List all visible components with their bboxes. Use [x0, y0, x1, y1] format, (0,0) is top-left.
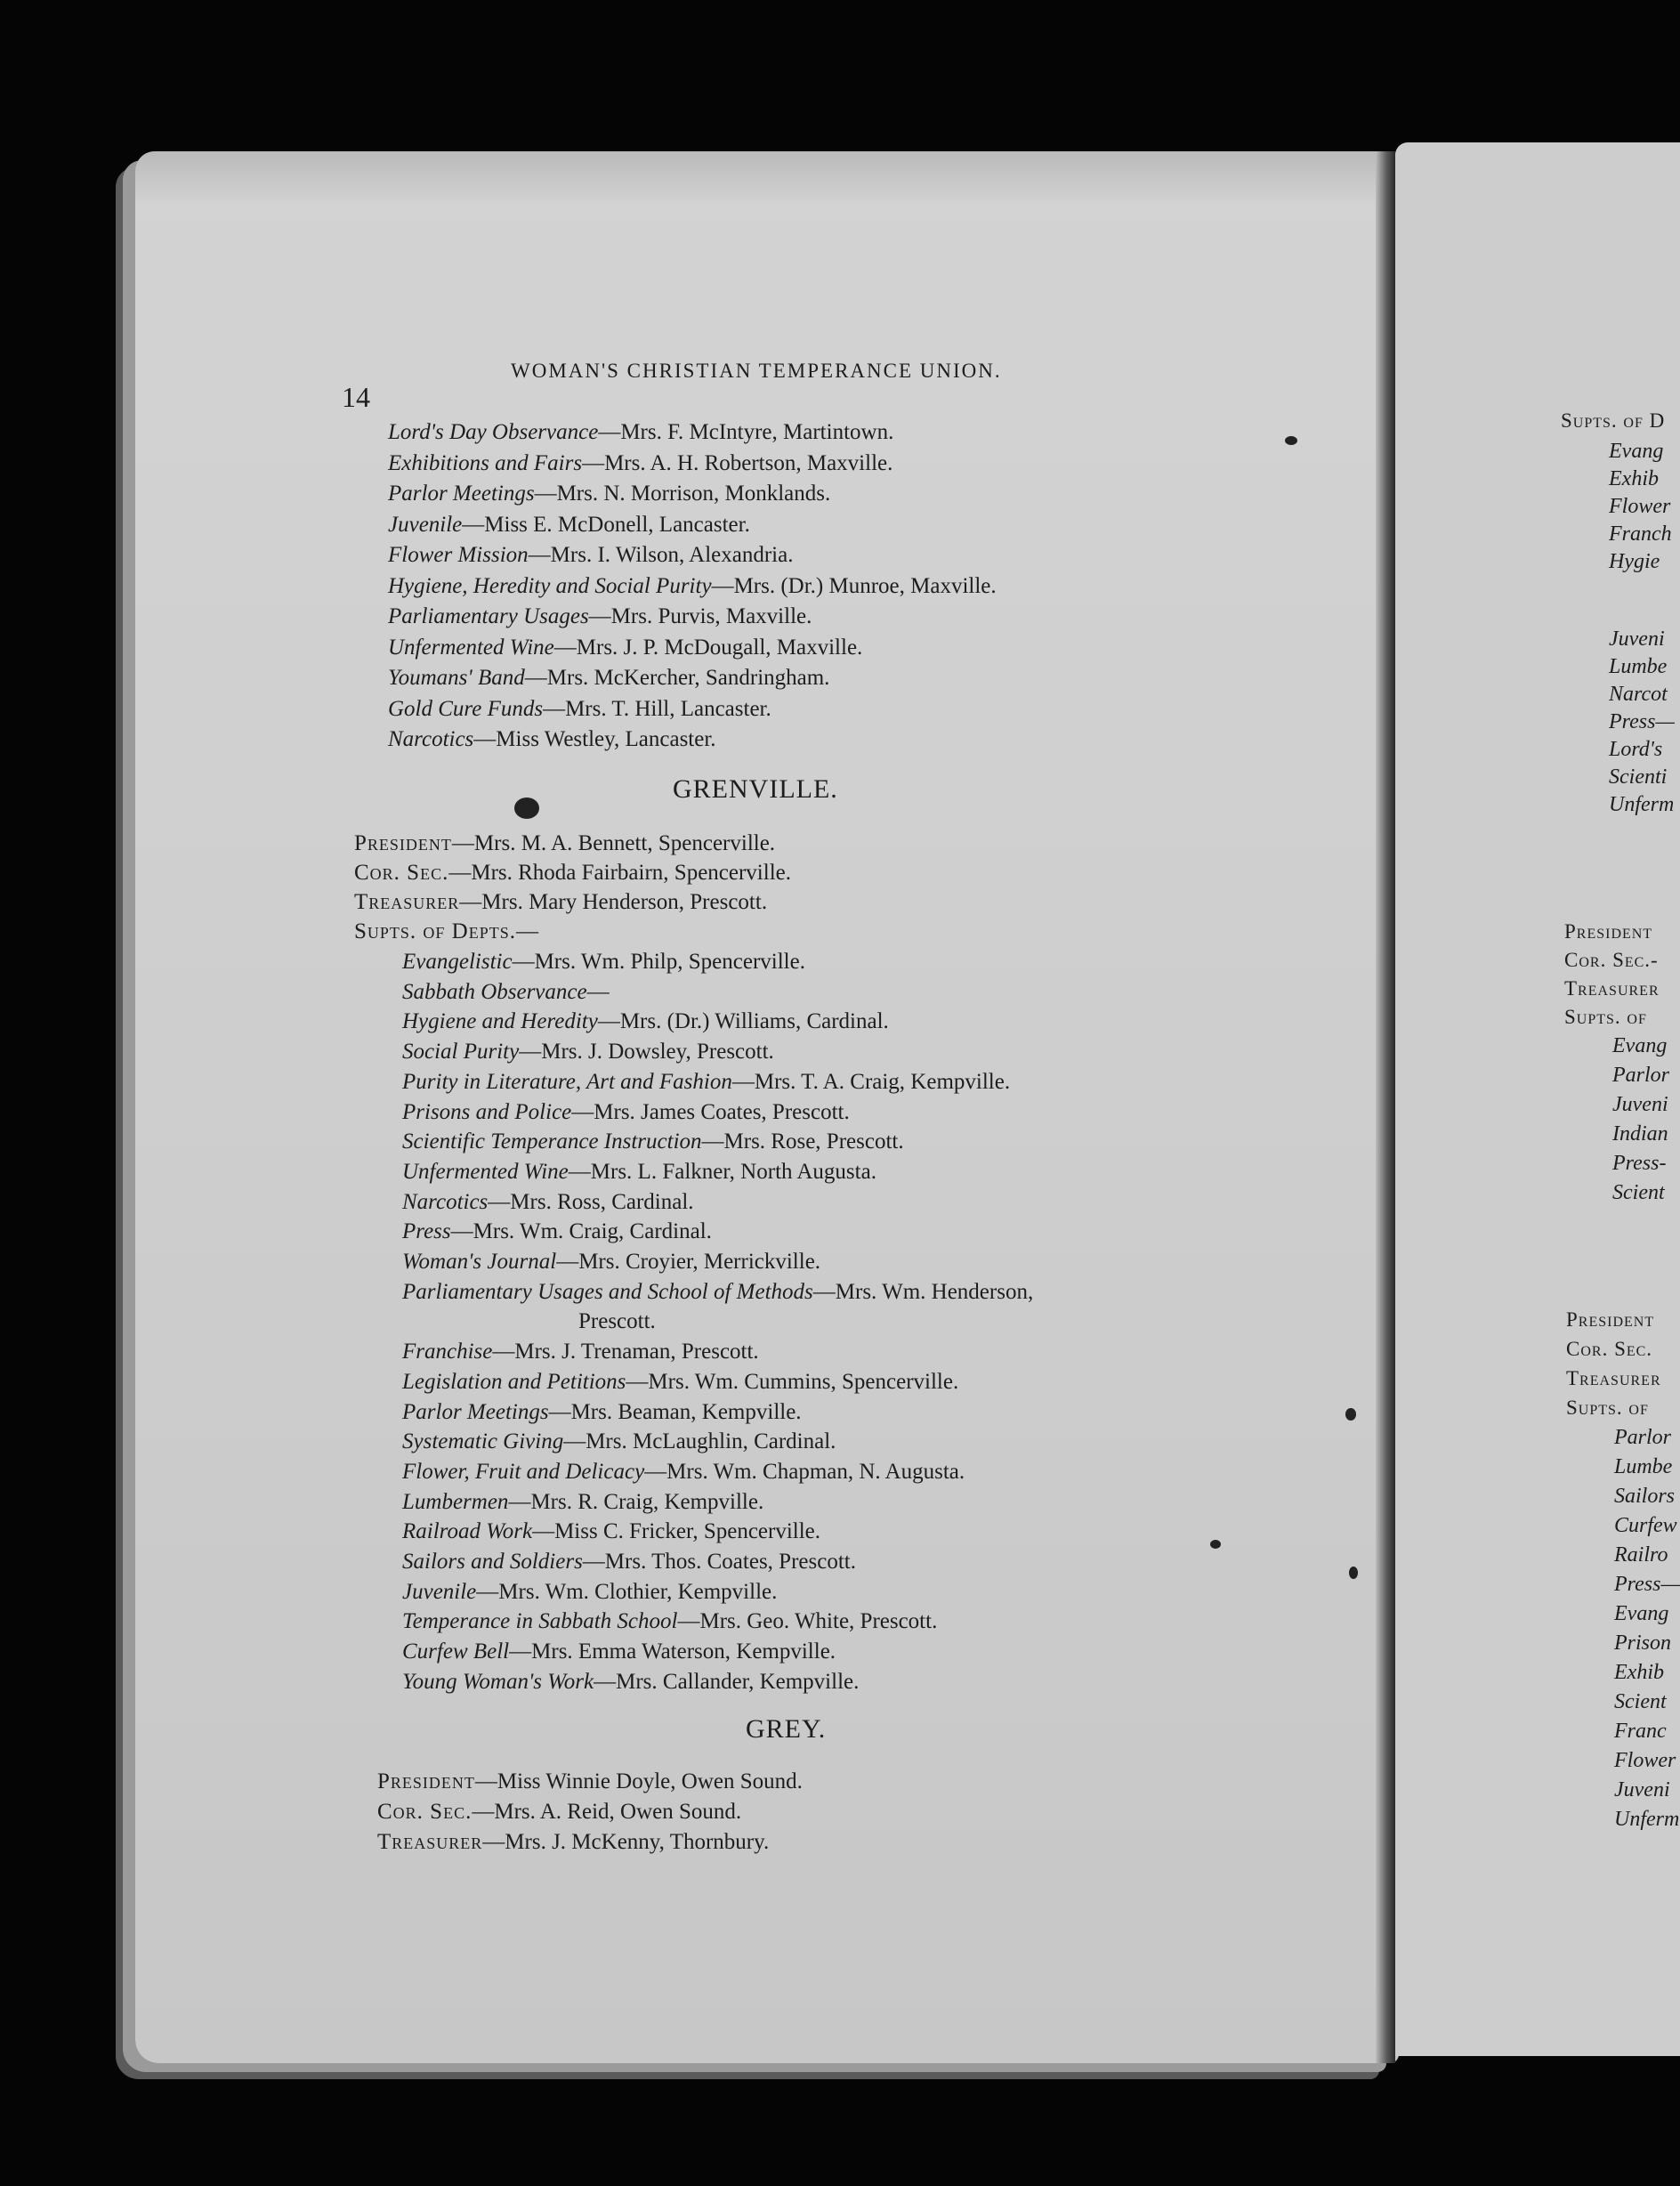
department-name: Unfermented Wine — [402, 1159, 569, 1184]
page-number: 14 — [342, 381, 370, 413]
superintendent-name: —Mrs. R. Craig, Kempville. — [508, 1489, 764, 1514]
right-fragment: Railro — [1614, 1543, 1668, 1567]
right-fragment: Press— — [1609, 710, 1675, 733]
county-title: GREY. — [746, 1714, 827, 1744]
superintendent-entry — [388, 451, 892, 476]
ink-blot — [1210, 1540, 1221, 1549]
department-name: Prisons and Police — [402, 1099, 572, 1124]
right-fragment: Supts. of D — [1561, 409, 1666, 432]
right-fragment: Evang — [1609, 440, 1664, 463]
superintendent-entry — [388, 543, 793, 568]
department-name: Temperance in Sabbath School — [402, 1609, 678, 1634]
right-fragment: Evang — [1612, 1034, 1668, 1057]
right-fragment: Treasurer — [1566, 1367, 1661, 1389]
officer-role: President — [377, 1769, 475, 1793]
right-fragment: Curfew — [1614, 1514, 1677, 1537]
right-fragment: President — [1566, 1308, 1655, 1331]
right-fragment: Flower — [1614, 1749, 1676, 1772]
officer-name: —Mrs. Rhoda Fairbairn, Spencerville. — [448, 861, 791, 885]
superintendent-entry — [388, 604, 812, 629]
department-name: Lord's Day Observance — [388, 420, 599, 444]
superintendent-name: —Miss Westley, Lancaster. — [473, 727, 716, 751]
officer-name: —Mrs. Mary Henderson, Prescott. — [459, 890, 768, 914]
right-fragment: Unferm — [1609, 793, 1675, 816]
ink-blot — [514, 797, 539, 819]
officer-role: President — [354, 831, 452, 855]
right-fragment: Juveni — [1614, 1778, 1670, 1801]
department-name: Social Purity — [402, 1040, 520, 1065]
superintendent-entry — [402, 1550, 856, 1575]
superintendent-entry — [388, 574, 997, 599]
officer-role: Treasurer — [354, 890, 460, 914]
right-fragment: Juveni — [1612, 1093, 1668, 1116]
superintendent-entry — [578, 1309, 656, 1334]
department-name: Woman's Journal — [402, 1250, 557, 1274]
superintendent-entry — [402, 1670, 859, 1695]
superintendent-entry — [388, 727, 716, 752]
superintendent-name: —Mrs. Wm. Clothier, Kempville. — [476, 1579, 778, 1604]
right-fragment: President — [1564, 920, 1653, 943]
right-fragment: Lord's — [1609, 738, 1663, 761]
superintendent-name: —Mrs. A. H. Robertson, Maxville. — [582, 450, 893, 475]
officer-entry — [377, 1830, 769, 1855]
right-fragment: Prison — [1614, 1631, 1672, 1655]
department-name: Railroad Work — [402, 1519, 533, 1544]
department-name: Franchise — [402, 1340, 493, 1364]
right-fragment: Franc — [1614, 1720, 1667, 1743]
right-page — [1395, 142, 1680, 2056]
superintendent-name: —Mrs. L. Falkner, North Augusta. — [568, 1159, 876, 1184]
superintendent-entry — [402, 1040, 774, 1065]
superintendent-entry — [402, 1250, 820, 1275]
superintendent-entry — [402, 1490, 763, 1515]
department-name: Gold Cure Funds — [388, 696, 544, 721]
department-name: Narcotics — [402, 1189, 489, 1214]
right-fragment: Scienti — [1609, 765, 1668, 789]
superintendent-name: — — [586, 979, 610, 1004]
right-fragment: Scient — [1612, 1181, 1665, 1204]
department-name: Narcotics — [388, 727, 474, 751]
superintendent-name: —Mrs. I. Wilson, Alexandria. — [528, 543, 794, 567]
superintendent-entry — [388, 666, 829, 691]
superintendent-name: —Miss C. Fricker, Spencerville. — [532, 1519, 821, 1544]
department-name: Sabbath Observance — [402, 979, 587, 1004]
superintendent-entry — [388, 482, 830, 506]
superintendent-name: —Mrs. Callander, Kempville. — [594, 1669, 860, 1694]
county-title: GRENVILLE. — [673, 774, 838, 804]
superintendent-entry — [402, 1640, 836, 1664]
right-fragment: Unferm — [1614, 1808, 1680, 1831]
superintendent-entry — [402, 1280, 1033, 1305]
superintendent-entry — [402, 1400, 802, 1425]
superintendent-entry — [402, 1070, 1010, 1095]
book-gutter — [1376, 151, 1395, 2063]
superintendent-name: —Mrs. J. P. McDougall, Maxville. — [553, 635, 863, 660]
department-name: Juvenile — [388, 512, 463, 537]
superintendent-name: —Mrs. Croyier, Merrickville. — [556, 1250, 821, 1274]
superintendent-name: —Mrs. Geo. White, Prescott. — [677, 1609, 938, 1634]
right-fragment: Press- — [1612, 1152, 1667, 1175]
running-header: WOMAN'S CHRISTIAN TEMPERANCE UNION. — [511, 360, 1002, 382]
officer-entry — [354, 831, 775, 856]
superintendent-entry — [388, 636, 862, 660]
superintendent-name: —Mrs. Wm. Cummins, Spencerville. — [626, 1369, 959, 1394]
department-name: Flower, Fruit and Delicacy — [402, 1459, 645, 1484]
ink-blot — [1345, 1408, 1356, 1421]
superintendent-name: —Mrs. (Dr.) Williams, Cardinal. — [597, 1009, 889, 1034]
department-name: Legislation and Petitions — [402, 1369, 626, 1394]
department-name: Parlor Meetings — [402, 1399, 549, 1424]
right-fragment: Flower — [1609, 495, 1671, 518]
department-name: Parliamentary Usages — [388, 604, 589, 628]
superintendent-entry — [402, 1190, 694, 1215]
superintendent-name: —Mrs. J. Trenaman, Prescott. — [492, 1340, 759, 1364]
right-fragment: Treasurer — [1564, 977, 1660, 1000]
department-name: Press — [402, 1219, 451, 1244]
supts-label: Supts. of Depts.— — [354, 919, 539, 943]
superintendent-name: —Mrs. Thos. Coates, Prescott. — [582, 1550, 856, 1574]
department-name: Flower Mission — [388, 543, 529, 567]
right-fragment: Cor. Sec. — [1566, 1338, 1653, 1360]
superintendent-entry — [402, 1160, 876, 1185]
department-name: Youmans' Band — [388, 666, 525, 690]
right-fragment: Press— — [1614, 1573, 1680, 1596]
ink-blot — [1349, 1567, 1358, 1579]
superintendent-name: —Mrs. Rose, Prescott. — [701, 1129, 904, 1154]
right-fragment: Exhib — [1609, 467, 1659, 490]
department-name: Parlor Meetings — [388, 482, 535, 506]
superintendent-entry — [402, 1370, 958, 1395]
county-title-grenville — [673, 774, 838, 805]
superintendent-entry — [402, 1609, 937, 1634]
officer-entry — [377, 1769, 803, 1794]
department-name: Systematic Giving — [402, 1429, 564, 1454]
department-name: Parliamentary Usages and School of Methods — [402, 1279, 813, 1304]
department-name: Exhibitions and Fairs — [388, 450, 583, 475]
superintendent-name: —Mrs. McKercher, Sandringham. — [524, 666, 830, 690]
superintendent-name: —Miss E. McDonell, Lancaster. — [462, 512, 750, 537]
superintendent-name: —Mrs. T. Hill, Lancaster. — [543, 696, 771, 721]
right-fragment: Franch — [1609, 522, 1672, 546]
superintendent-name: —Mrs. Emma Waterson, Kempville. — [509, 1640, 836, 1664]
right-fragment: Scient — [1614, 1690, 1667, 1713]
superintendent-name: —Mrs. T. A. Craig, Kempville. — [731, 1069, 1011, 1094]
superintendent-name: —Mrs. Wm. Chapman, N. Augusta. — [644, 1459, 965, 1484]
ink-blot — [1285, 436, 1297, 445]
department-name: Hygiene, Heredity and Social Purity — [388, 573, 712, 598]
superintendent-name: —Mrs. (Dr.) Munroe, Maxville. — [711, 573, 997, 598]
right-fragment: Exhib — [1614, 1661, 1664, 1684]
superintendent-entry — [402, 1340, 759, 1364]
superintendent-entry — [402, 1519, 820, 1544]
department-name: Unfermented Wine — [388, 635, 554, 660]
department-name: Lumbermen — [402, 1489, 509, 1514]
superintendent-name: —Mrs. Beaman, Kempville. — [548, 1399, 802, 1424]
department-name: Juvenile — [402, 1579, 477, 1604]
officer-entry — [354, 861, 791, 886]
officer-name: —Mrs. A. Reid, Owen Sound. — [472, 1800, 742, 1824]
officer-entry — [377, 1800, 741, 1825]
officer-entry — [354, 890, 767, 915]
department-name: Evangelistic — [402, 950, 513, 974]
superintendent-entry — [388, 420, 893, 445]
superintendent-name: —Mrs. Wm. Craig, Cardinal. — [450, 1219, 712, 1244]
department-name: Young Woman's Work — [402, 1669, 594, 1694]
right-fragment: Supts. of — [1564, 1006, 1647, 1028]
right-fragment: Supts. of — [1566, 1397, 1649, 1419]
officer-role: Cor. Sec. — [377, 1800, 472, 1824]
superintendent-entry — [402, 1219, 712, 1244]
superintendent-name: —Mrs. Ross, Cardinal. — [488, 1189, 694, 1214]
right-fragment: Lumbe — [1609, 655, 1668, 678]
officer-name: —Mrs. M. A. Bennett, Spencerville. — [451, 831, 776, 855]
superintendent-entry — [402, 1429, 836, 1454]
superintendent-entry — [402, 1129, 904, 1154]
superintendent-entry — [402, 980, 610, 1005]
superintendent-entry — [402, 1009, 889, 1034]
department-name: Scientific Temperance Instruction — [402, 1129, 702, 1154]
superintendent-name: —Mrs. Wm. Henderson, — [812, 1279, 1034, 1304]
superintendent-entry — [402, 1580, 777, 1605]
superintendent-entry — [402, 1460, 965, 1485]
right-fragment: Lumbe — [1614, 1455, 1673, 1478]
supts-label — [354, 919, 539, 944]
right-fragment: Juveni — [1609, 627, 1665, 651]
right-fragment: Indian — [1612, 1122, 1668, 1146]
right-fragment: Parlor — [1614, 1426, 1672, 1449]
department-name: Sailors and Soldiers — [402, 1550, 583, 1574]
right-fragment: Narcot — [1609, 683, 1668, 706]
county-title-grey — [746, 1714, 826, 1745]
superintendent-name: —Mrs. F. McIntyre, Martintown. — [598, 420, 894, 444]
superintendent-entry — [402, 1100, 850, 1125]
superintendent-name: —Mrs. Wm. Philp, Spencerville. — [512, 950, 805, 974]
superintendent-name: —Mrs. N. Morrison, Monklands. — [534, 482, 831, 506]
department-name: Purity in Literature, Art and Fashion — [402, 1069, 732, 1094]
right-fragment: Hygie — [1609, 550, 1660, 573]
superintendent-name: Prescott. — [578, 1309, 656, 1334]
officer-name: —Miss Winnie Doyle, Owen Sound. — [474, 1769, 803, 1793]
superintendent-name: —Mrs. McLaughlin, Cardinal. — [563, 1429, 836, 1454]
superintendent-name: —Mrs. J. Dowsley, Prescott. — [519, 1040, 774, 1065]
officer-role: Treasurer — [377, 1830, 483, 1854]
department-name: Hygiene and Heredity — [402, 1009, 598, 1034]
right-fragment: Parlor — [1612, 1064, 1670, 1087]
department-name: Curfew Bell — [402, 1640, 510, 1664]
superintendent-entry — [402, 950, 805, 975]
right-fragment: Cor. Sec.- — [1564, 949, 1659, 971]
right-fragment: Sailors — [1614, 1485, 1676, 1508]
superintendent-entry — [388, 513, 750, 538]
superintendent-entry — [388, 697, 771, 722]
superintendent-name: —Mrs. James Coates, Prescott. — [571, 1099, 850, 1124]
officer-role: Cor. Sec. — [354, 861, 449, 885]
right-fragment: Evang — [1614, 1602, 1669, 1625]
officer-name: —Mrs. J. McKenny, Thornbury. — [482, 1830, 770, 1854]
superintendent-name: —Mrs. Purvis, Maxville. — [588, 604, 812, 628]
